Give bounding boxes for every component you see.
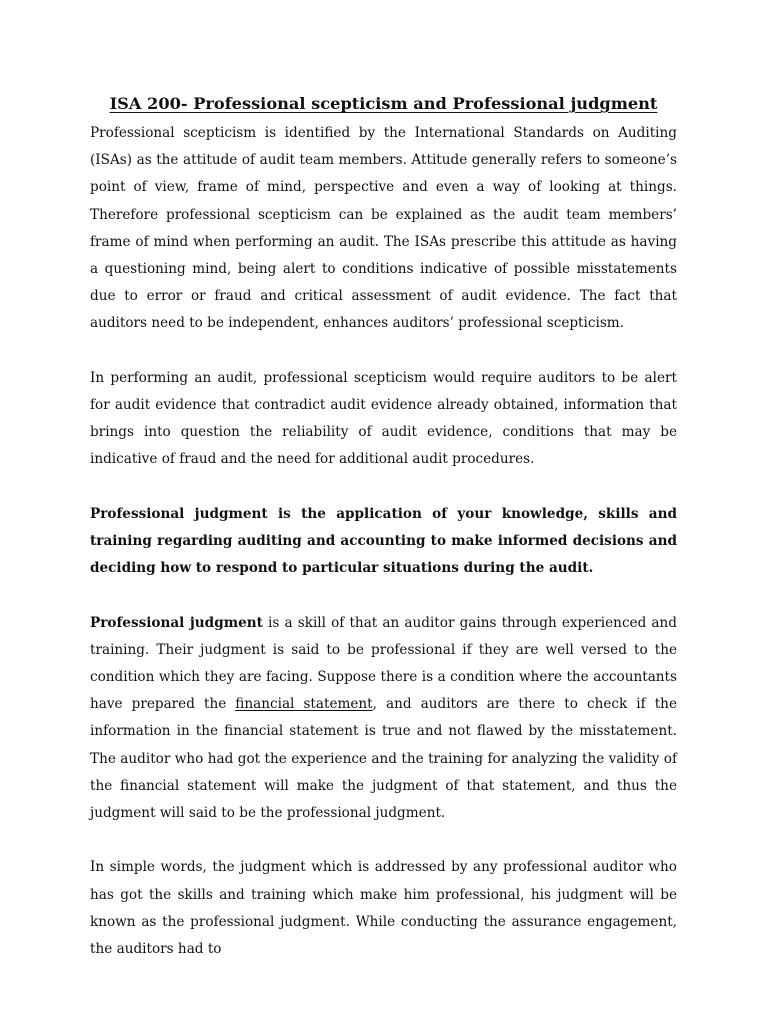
judgment-lead-term: Professional judgment	[90, 614, 263, 631]
paragraph-simple-words: In simple words, the judgment which is addressed by any professional auditor who has got the skills and training which make him professional, his judgment will be known as the professional judgment. While conducting the assurance engagement, the auditors had to	[90, 859, 677, 958]
document-page	[90, 92, 677, 990]
paragraph-judgment-definition: Professional judgment is the application of your knowledge, skills and training regarding auditing and accounting to make informed decisions and deciding how to respond to particular situations during the audit.	[90, 505, 677, 577]
paragraph-scepticism-in-audit: In performing an audit, professional scepticism would require auditors to be alert for audit evidence that contradict audit evidence already obtained, information that brings into question the reliability of audit evidence, conditions that may be indicative of fraud and the need for additional audit procedures.	[90, 369, 677, 468]
judgment-text-b: , and auditors are there to check if the information in the financial statement is true and not flawed by the misstatement. The auditor who had got the experience and the training for analyzing the validity of the financial statement will make the judgment of that statement, and thus the judgment will said to be the professional judgment.	[90, 696, 677, 822]
document-title: ISA 200- Professional scepticism and Professional judgment	[109, 94, 658, 113]
paragraph-judgment-skill	[90, 610, 677, 828]
judgment-text-a: is a skill of that an auditor gains through experienced and training. Their judgment is said to be professional if they are well versed to the condition which they are facing. Suppose there is a condition where the accountants have prepared the	[90, 614, 677, 713]
financial-statement-link[interactable]: financial statement	[235, 696, 373, 713]
paragraph-scepticism-definition: Professional scepticism is identified by the International Standards on Auditing (ISAs) as the attitude of audit team members. Attitude generally refers to someone’s point of view, frame of mind, perspective and even a way of looking at things. Therefore professional scepticism can be explained as the audit team members’ frame of mind when performing an audit. The ISAs prescribe this attitude as having a questioning mind, being alert to conditions indicative of possible misstatements due to error or fraud and critical assessment of audit evidence. The fact that auditors need to be independent, enhances auditors’ professional scepticism.	[90, 125, 677, 332]
